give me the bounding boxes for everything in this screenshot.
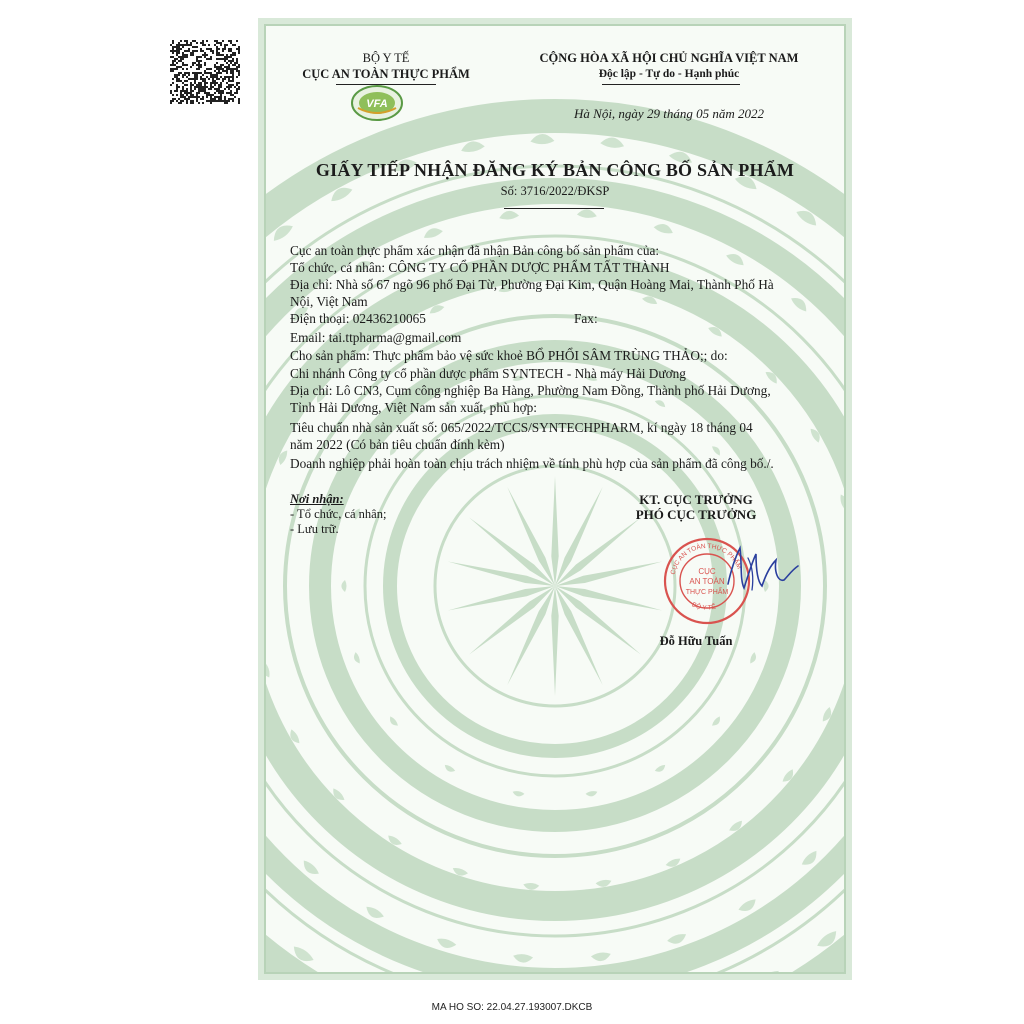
certificate-frame bbox=[258, 18, 852, 980]
recipients-heading: Nơi nhận: bbox=[290, 492, 344, 506]
national-motto: Độc lập - Tự do - Hạnh phúc bbox=[598, 68, 740, 80]
body-line: Chi nhánh Công ty cổ phần dược phẩm SYNTECH - Nhà máy Hải Dương bbox=[290, 366, 686, 381]
recipients-block bbox=[290, 492, 386, 537]
vfa-logo bbox=[350, 84, 404, 122]
handwritten-signature bbox=[718, 536, 808, 606]
body-line: Cho sản phẩm: Thực phẩm bảo vệ sức khoẻ BỔ PHỔI SÂM TRÙNG THẢO;; do: bbox=[290, 348, 728, 363]
body-line: Địa chỉ: Lô CN3, Cụm công nghiệp Ba Hàng, Phường Nam Đồng, Thành phố Hải Dương, bbox=[290, 383, 771, 398]
body-line: Tổ chức, cá nhân: CÔNG TY CỔ PHẦN DƯỢC PHẨM TẤT THÀNH bbox=[290, 260, 670, 275]
signatory-line: PHÓ CỤC TRƯỞNG bbox=[635, 507, 757, 522]
signatory-line: KT. CỤC TRƯỞNG bbox=[639, 492, 753, 507]
fax-line: Fax: bbox=[574, 311, 598, 326]
stamp-center-line: THỰC PHẨM bbox=[685, 589, 729, 596]
country-name: CỘNG HÒA XÃ HỘI CHỦ NGHĨA VIỆT NAM bbox=[539, 51, 799, 65]
recipient-item: - Lưu trữ. bbox=[290, 522, 339, 536]
agency-name: CỤC AN TOÀN THỰC PHẨM bbox=[302, 67, 470, 81]
stamp-center-line: AN TOÀN bbox=[689, 577, 725, 586]
stamp-center-line: CỤC bbox=[698, 567, 716, 576]
phone-line: Điện thoại: 02436210065 bbox=[290, 311, 426, 326]
header-underline-right bbox=[602, 84, 740, 85]
svg-text:BỘ Y TẾ bbox=[691, 601, 718, 612]
file-code-footer: MA HO SO: 22.04.27.193007.DKCB bbox=[431, 1002, 593, 1013]
signer-name: Đỗ Hữu Tuấn bbox=[659, 634, 733, 648]
issuer-header bbox=[288, 50, 484, 82]
body-line: Tiêu chuẩn nhà sản xuất số: 065/2022/TCCS/SYNTECHPHARM, kí ngày 18 tháng 04 bbox=[290, 420, 753, 435]
stamp-ring-text: CỤC AN TOÀN THỰC PHẨM bbox=[669, 542, 743, 576]
email-line: Email: tai.ttpharma@gmail.com bbox=[290, 330, 462, 345]
certificate-paper bbox=[264, 24, 846, 974]
body-line: Doanh nghiệp phải hoàn toàn chịu trách nhiệm về tính phù hợp của sản phẩm đã công bố./. bbox=[290, 456, 774, 471]
body-line: Cục an toàn thực phẩm xác nhận đã nhận Bản công bố sản phẩm của: bbox=[290, 243, 660, 258]
signatory-title bbox=[596, 492, 796, 522]
document-title: GIẤY TIẾP NHẬN ĐĂNG KÝ BẢN CÔNG BỐ SẢN PHẨM bbox=[315, 160, 795, 180]
qr-code bbox=[170, 40, 240, 104]
stamp-bottom-text: BỘ Y TẾ bbox=[690, 601, 717, 612]
state-header bbox=[498, 50, 840, 82]
title-underline bbox=[504, 208, 604, 209]
document-number: Số: 3716/2022/ĐKSP bbox=[500, 184, 610, 198]
logo-text: VFA bbox=[366, 98, 388, 110]
recipient-item: - Tổ chức, cá nhân; bbox=[290, 507, 387, 521]
body-line: Tỉnh Hải Dương, Việt Nam sản xuất, phù hợp: bbox=[290, 400, 537, 415]
issue-date: Hà Nội, ngày 29 tháng 05 năm 2022 bbox=[574, 106, 764, 121]
ministry-name: BỘ Y TẾ bbox=[362, 51, 410, 65]
body-line: Địa chỉ: Nhà số 67 ngõ 96 phố Đại Từ, Phường Đại Kim, Quận Hoàng Mai, Thành Phố Hà bbox=[290, 277, 774, 292]
body-line: Nội, Việt Nam bbox=[290, 294, 368, 309]
body-line: năm 2022 (Có bản tiêu chuẩn đính kèm) bbox=[290, 437, 505, 452]
